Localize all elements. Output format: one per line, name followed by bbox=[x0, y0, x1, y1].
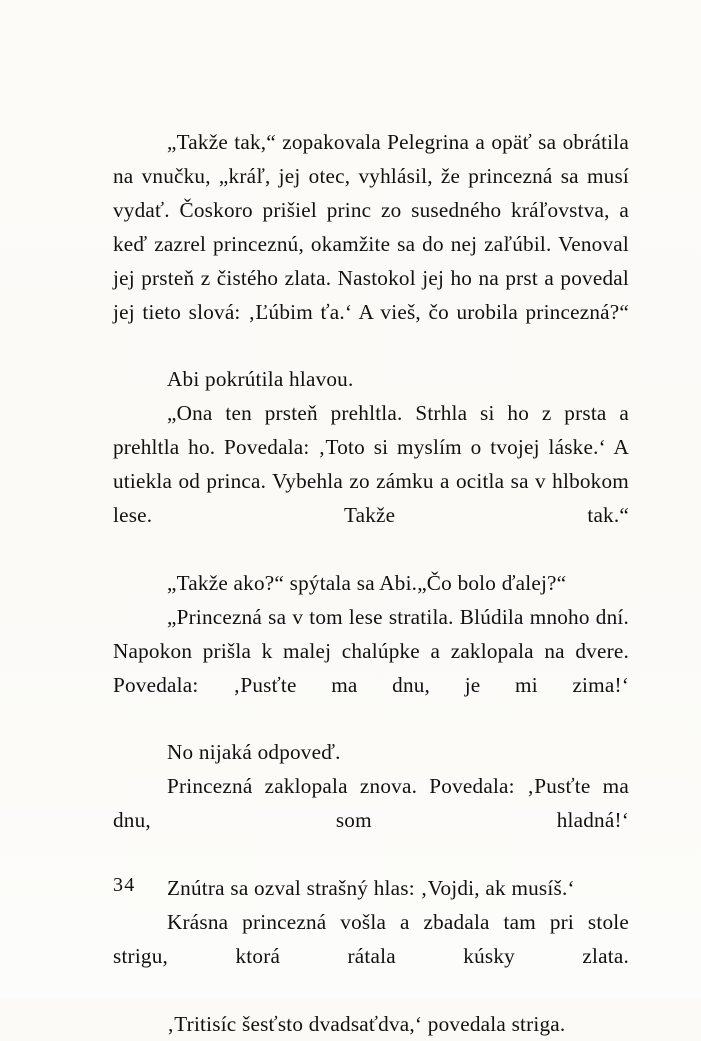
paragraph: Princezná zaklopala znova. Povedala: ‚Pusťte ma dnu, som hladná!‘ bbox=[113, 774, 629, 833]
paragraph: „Takže tak,“ zopakovala Pelegrina a opäť sa obrátila na vnučku, „kráľ, jej otec, vyhlásil, že princezná sa musí vydať. Čoskoro prišiel princ zo susedného kráľovstva, a keď zazrel princeznú, okamžite sa do nej zaľúbil. Venoval jej prsteň z čistého zlata. Nastokol jej ho na prst a povedal jej tieto slová: ‚Ľúbim ťa.‘ A vieš, čo urobila princezná?“ bbox=[113, 130, 629, 324]
paragraph: Krásna princezná vošla a zbadala tam pri stole strigu, ktorá rátala kúsky zlata. bbox=[113, 909, 629, 968]
paragraph: No nijaká odpoveď. bbox=[167, 740, 341, 765]
paragraph: „Ona ten prsteň prehltla. Strhla si ho z prsta a prehltla ho. Povedala: ‚Toto si myslím o tvojej láske.‘ A utiekla od princa. Vybehla zo zámku a ocitla sa v hlbokom lese. Takže tak.“ bbox=[113, 401, 629, 527]
paragraph: „Princezná sa v tom lese stratila. Blúdila mnoho dní. Napokon prišla k malej chalúpke a zaklopala na dvere. Povedala: ‚Pusťte ma dnu, je mi zima!‘ bbox=[113, 604, 629, 697]
paragraph: „Takže ako?“ spýtala sa Abi.„Čo bolo ďalej?“ bbox=[167, 570, 567, 595]
paragraph: Abi pokrútila hlavou. bbox=[167, 367, 354, 392]
paragraph: ‚Tritisíc šesťsto dvadsaťdva,‘ povedala striga. bbox=[167, 1011, 566, 1036]
page-text-body bbox=[113, 126, 629, 1041]
page-number: 34 bbox=[113, 874, 136, 896]
paragraph: Znútra sa ozval strašný hlas: ‚Vojdi, ak musíš.‘ bbox=[167, 875, 575, 900]
